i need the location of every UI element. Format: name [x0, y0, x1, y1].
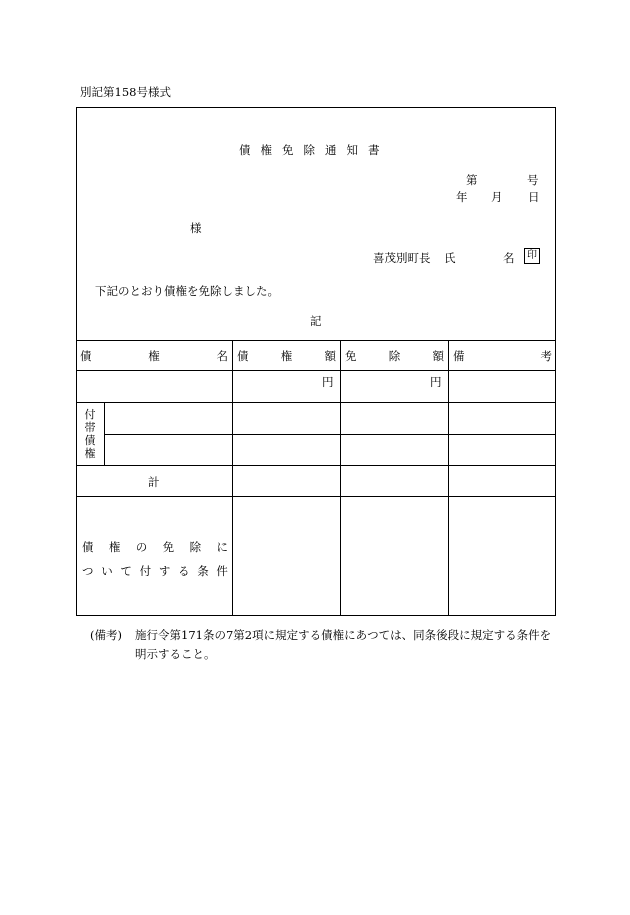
note-line-1: 施行令第171条の7第2項に規定する債権にあつては、同条後段に規定する条件を	[135, 628, 552, 642]
header-claim-name-c3: 名	[216, 348, 228, 363]
condition-char: 権	[108, 540, 121, 554]
header-exemption-amount-c2: 除	[388, 348, 401, 363]
header-exemption-amount-c3: 額	[432, 348, 444, 363]
header-exemption-amount	[341, 341, 448, 370]
header-claim-amount-c2: 権	[280, 348, 293, 363]
condition-char: の	[135, 540, 148, 554]
condition-char: す	[158, 564, 171, 578]
header-claim-amount	[233, 341, 340, 370]
sender-title: 喜茂別町長	[373, 251, 431, 265]
attached-claims-label: 付 帯 債 権	[84, 408, 96, 460]
header-claim-amount-c1: 債	[237, 348, 249, 363]
form-number-label: 別記第158号様式	[80, 85, 171, 99]
yen-claim-amount: 円	[322, 375, 334, 389]
date-day: 日	[528, 190, 540, 204]
condition-char: 除	[189, 540, 202, 554]
sender-mei: 名	[503, 251, 515, 265]
condition-char: に	[216, 540, 228, 554]
statement-text: 下記のとおり債権を免除しました。	[95, 284, 279, 298]
condition-char: い	[101, 564, 113, 578]
header-remarks-c1: 備	[453, 348, 465, 363]
table-col-line-1	[232, 340, 233, 616]
header-claim-name-c2: 権	[148, 348, 160, 363]
seal-mark: 印	[524, 248, 540, 264]
table-line-header-bottom	[76, 370, 556, 371]
document-title: 債権免除通知書	[239, 143, 390, 157]
number-go: 号	[527, 173, 539, 187]
date-month: 月	[491, 190, 503, 204]
condition-char: 付	[139, 564, 152, 578]
ki-heading: 記	[310, 314, 322, 328]
header-claim-amount-c3: 額	[324, 348, 336, 363]
condition-char: 条	[197, 564, 209, 578]
table-line-row2	[104, 434, 556, 435]
sender-shi: 氏	[444, 251, 456, 265]
condition-line-1	[82, 539, 228, 555]
condition-char: 免	[162, 540, 175, 554]
condition-line-2	[82, 563, 228, 579]
header-remarks	[449, 341, 556, 370]
table-line-row3	[76, 465, 556, 466]
table-col-line-3	[448, 340, 449, 616]
table-col-line-2	[340, 340, 341, 616]
table-line-row4	[76, 496, 556, 497]
condition-char: る	[178, 564, 190, 578]
table-line-row1	[76, 402, 556, 403]
total-label: 計	[148, 475, 160, 489]
header-exemption-amount-c1: 免	[345, 348, 357, 363]
header-claim-name	[76, 341, 232, 370]
header-claim-name-c1: 債	[80, 348, 92, 363]
condition-char: 債	[82, 540, 94, 554]
condition-char: て	[120, 564, 132, 578]
header-remarks-c2: 考	[540, 348, 552, 363]
yen-exemption-amount: 円	[430, 375, 442, 389]
date-year: 年	[456, 190, 468, 204]
condition-char: 件	[216, 564, 228, 578]
condition-char: つ	[82, 564, 94, 578]
addressee-suffix: 様	[190, 221, 202, 235]
note-label: (備考)	[90, 628, 122, 642]
number-dai: 第	[466, 173, 478, 187]
attached-col-line	[104, 402, 105, 465]
note-line-2: 明示すること。	[135, 647, 216, 661]
